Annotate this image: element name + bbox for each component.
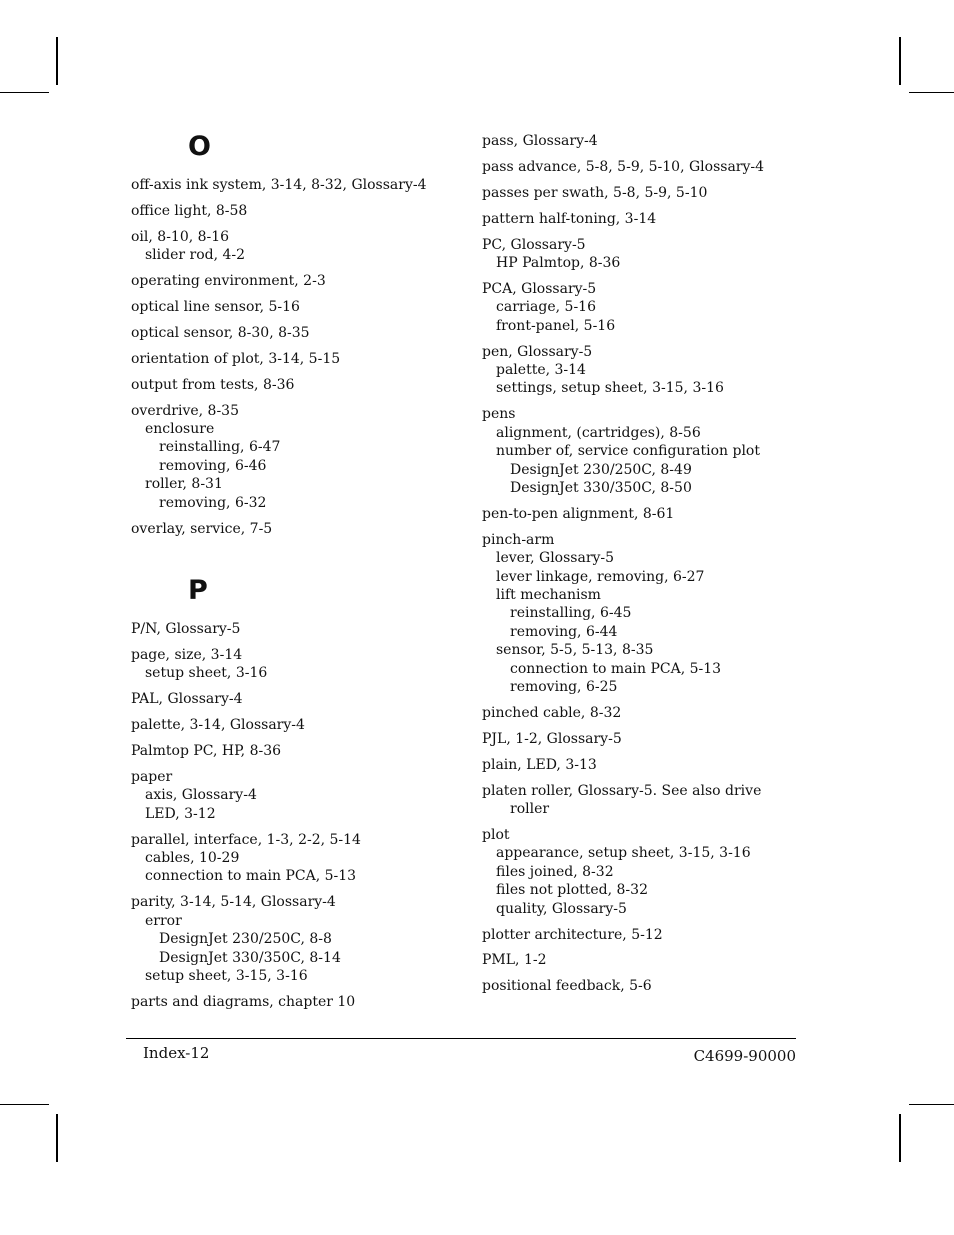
index-subentry: connection to main PCA, 5-13 bbox=[510, 660, 722, 677]
index-entry bbox=[482, 158, 812, 176]
index-subentry: appearance, setup sheet, 3-15, 3-16 bbox=[496, 845, 751, 862]
index-term: paper bbox=[131, 768, 173, 785]
index-entry bbox=[482, 236, 812, 273]
index-entry bbox=[482, 184, 812, 202]
index-subentry: DesignJet 330/350C, 8-50 bbox=[510, 480, 692, 496]
index-subentry: front-panel, 5-16 bbox=[496, 317, 616, 334]
index-subentry: carriage, 5-16 bbox=[496, 299, 596, 316]
index-term: page, size, 3-14 bbox=[131, 646, 243, 663]
index-entry bbox=[131, 298, 461, 316]
index-entry bbox=[482, 280, 812, 335]
index-entry bbox=[131, 742, 461, 760]
index-entry bbox=[482, 210, 812, 228]
crop-mark-top-right-horizontal bbox=[909, 92, 954, 93]
index-term: P/N, Glossary-5 bbox=[131, 621, 241, 637]
index-subentry: DesignJet 230/250C, 8-49 bbox=[510, 461, 692, 478]
index-entry bbox=[482, 343, 812, 398]
index-subentry: settings, setup sheet, 3-15, 3-16 bbox=[496, 380, 724, 397]
index-entry bbox=[131, 520, 461, 538]
index-subentry: setup sheet, 3-15, 3-16 bbox=[145, 968, 308, 984]
crop-mark-bottom-right-vertical bbox=[899, 1114, 901, 1162]
index-term: optical sensor, 8-30, 8-35 bbox=[131, 324, 310, 341]
crop-mark-top-left-vertical bbox=[56, 37, 58, 85]
index-entry bbox=[131, 350, 461, 368]
index-entry bbox=[131, 768, 461, 823]
index-subentry: files joined, 8-32 bbox=[496, 863, 614, 880]
index-entry bbox=[131, 690, 461, 708]
crop-mark-bottom-left-vertical bbox=[56, 1114, 58, 1162]
index-term: parity, 3-14, 5-14, Glossary-4 bbox=[131, 894, 336, 911]
index-term: off-axis ink system, 3-14, 8-32, Glossary-4 bbox=[131, 177, 427, 193]
footer-part-number: C4699-90000 bbox=[693, 1047, 796, 1065]
index-term: Palmtop PC, HP, 8-36 bbox=[131, 743, 282, 760]
index-term: oil, 8-10, 8-16 bbox=[131, 228, 230, 245]
index-term: pass advance, 5-8, 5-9, 5-10, Glossary-4 bbox=[482, 158, 765, 175]
index-term: parts and diagrams, chapter 10 bbox=[131, 993, 356, 1010]
index-entry bbox=[131, 831, 461, 886]
footer-rule bbox=[126, 1038, 796, 1039]
index-term: plotter architecture, 5-12 bbox=[482, 926, 663, 943]
index-subentry: cables, 10-29 bbox=[145, 850, 240, 867]
index-term: output from tests, 8-36 bbox=[131, 376, 295, 393]
index-term: positional feedback, 5-6 bbox=[482, 978, 652, 995]
index-subentry: LED, 3-12 bbox=[145, 805, 216, 822]
crop-mark-bottom-right-horizontal bbox=[909, 1104, 954, 1105]
index-column-left bbox=[131, 132, 461, 1019]
index-term: parallel, interface, 1-3, 2-2, 5-14 bbox=[131, 831, 361, 848]
index-entry bbox=[131, 716, 461, 734]
index-term: plain, LED, 3-13 bbox=[482, 756, 597, 773]
index-subentry: reinstalling, 6-47 bbox=[159, 439, 281, 456]
index-subentry: HP Palmtop, 8-36 bbox=[496, 255, 621, 272]
index-entry bbox=[131, 646, 461, 683]
index-term: pinched cable, 8-32 bbox=[482, 704, 622, 721]
index-column-right bbox=[482, 132, 812, 1003]
index-subentry: lift mechanism bbox=[496, 587, 601, 604]
crop-mark-top-left-horizontal bbox=[0, 92, 49, 93]
index-term: optical line sensor, 5-16 bbox=[131, 299, 300, 316]
index-subentry: quality, Glossary-5 bbox=[496, 900, 627, 917]
footer-page-number: Index-12 bbox=[143, 1044, 210, 1062]
index-entry bbox=[482, 926, 812, 944]
index-term: passes per swath, 5-8, 5-9, 5-10 bbox=[482, 184, 708, 201]
index-subentry: axis, Glossary-4 bbox=[145, 787, 257, 804]
index-subentry: error bbox=[145, 912, 182, 929]
index-term: PJL, 1-2, Glossary-5 bbox=[482, 730, 622, 747]
index-subentry: files not plotted, 8-32 bbox=[496, 882, 648, 899]
index-entries-o bbox=[131, 176, 461, 538]
index-subentry: enclosure bbox=[145, 421, 215, 438]
index-term: overlay, service, 7-5 bbox=[131, 520, 273, 537]
index-subentry: palette, 3-14 bbox=[496, 362, 586, 379]
index-term: pattern half-toning, 3-14 bbox=[482, 210, 657, 227]
index-subentry: DesignJet 230/250C, 8-8 bbox=[159, 931, 332, 948]
index-subentry: removing, 6-46 bbox=[159, 457, 267, 474]
index-subentry: removing, 6-25 bbox=[510, 679, 618, 696]
index-subentry: roller bbox=[510, 801, 550, 818]
section-heading-o: O bbox=[188, 131, 211, 162]
index-entry bbox=[482, 730, 812, 748]
index-term: pinch-arm bbox=[482, 531, 555, 548]
index-subentry: lever, Glossary-5 bbox=[496, 550, 615, 567]
index-term: PC, Glossary-5 bbox=[482, 236, 586, 253]
index-entry bbox=[131, 176, 461, 194]
index-entry bbox=[131, 620, 461, 638]
index-subentry: removing, 6-44 bbox=[510, 623, 618, 640]
index-subentry: sensor, 5-5, 5-13, 8-35 bbox=[496, 642, 654, 659]
index-entry bbox=[131, 376, 461, 394]
index-subentry: reinstalling, 6-45 bbox=[510, 605, 632, 622]
index-subentry: slider rod, 4-2 bbox=[145, 247, 246, 264]
index-term: pens bbox=[482, 406, 516, 423]
index-entry bbox=[482, 782, 812, 819]
index-term: operating environment, 2-3 bbox=[131, 273, 326, 290]
index-entry bbox=[482, 704, 812, 722]
crop-mark-bottom-left-horizontal bbox=[0, 1104, 49, 1105]
index-term: pen, Glossary-5 bbox=[482, 343, 593, 360]
index-entry bbox=[131, 402, 461, 512]
index-subentry: number of, service configuration plot bbox=[496, 443, 760, 460]
index-term: orientation of plot, 3-14, 5-15 bbox=[131, 350, 341, 367]
index-term: overdrive, 8-35 bbox=[131, 402, 239, 419]
index-subentry: lever linkage, removing, 6-27 bbox=[496, 568, 705, 585]
index-term: palette, 3-14, Glossary-4 bbox=[131, 717, 305, 734]
index-entry bbox=[482, 826, 812, 918]
index-entry bbox=[131, 228, 461, 265]
index-entries-p-left bbox=[131, 620, 461, 1011]
index-term: plot bbox=[482, 827, 510, 843]
index-subentry: removing, 6-32 bbox=[159, 494, 267, 511]
index-term: pass, Glossary-4 bbox=[482, 133, 598, 149]
section-heading-p: P bbox=[188, 575, 208, 606]
index-subentry: DesignJet 330/350C, 8-14 bbox=[159, 949, 341, 966]
index-entry bbox=[131, 324, 461, 342]
index-term: PAL, Glossary-4 bbox=[131, 691, 243, 708]
index-entry bbox=[482, 505, 812, 523]
index-subentry: roller, 8-31 bbox=[145, 476, 223, 493]
index-entry bbox=[482, 531, 812, 697]
index-entry bbox=[131, 893, 461, 985]
index-entry bbox=[482, 951, 812, 969]
index-entry bbox=[482, 405, 812, 497]
index-subentry: setup sheet, 3-16 bbox=[145, 665, 268, 682]
index-entry bbox=[482, 756, 812, 774]
index-entry bbox=[131, 993, 461, 1011]
index-entries-p-right bbox=[482, 132, 812, 996]
index-subentry: alignment, (cartridges), 8-56 bbox=[496, 424, 701, 441]
index-subentry: connection to main PCA, 5-13 bbox=[145, 868, 357, 885]
index-term: platen roller, Glossary-5. See also drive bbox=[482, 782, 762, 799]
index-term: PCA, Glossary-5 bbox=[482, 280, 597, 297]
index-entry bbox=[131, 272, 461, 290]
index-term: pen-to-pen alignment, 8-61 bbox=[482, 505, 675, 522]
index-entry bbox=[482, 132, 812, 150]
index-term: office light, 8-58 bbox=[131, 202, 248, 219]
crop-mark-top-right-vertical bbox=[899, 37, 901, 85]
index-term: PML, 1-2 bbox=[482, 952, 547, 969]
index-entry bbox=[482, 977, 812, 995]
index-entry bbox=[131, 202, 461, 220]
